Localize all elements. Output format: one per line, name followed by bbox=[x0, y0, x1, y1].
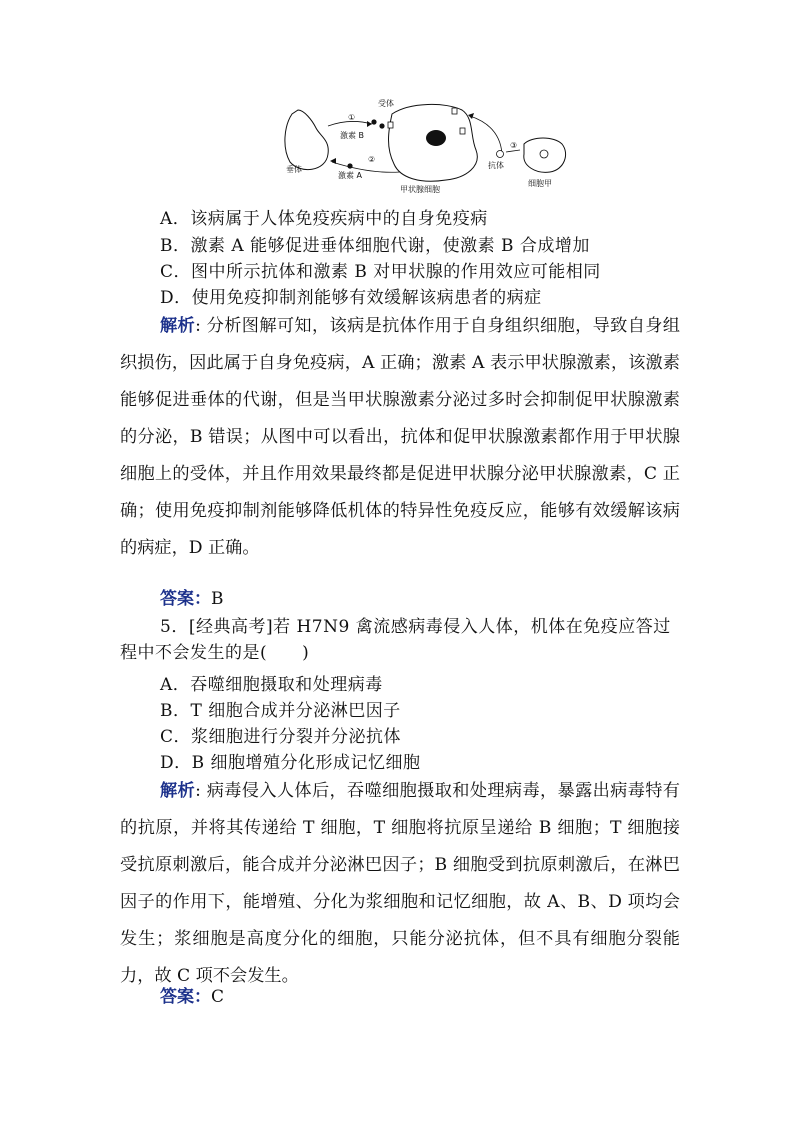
q5-analysis-label: 解析 bbox=[160, 781, 196, 801]
antibody-shape bbox=[497, 151, 504, 158]
label-antibody: 抗体 bbox=[488, 161, 504, 170]
q4-option-b: B．激素 A 能够促进垂体细胞代谢，使激素 B 合成增加 bbox=[160, 236, 590, 256]
q5-analysis bbox=[120, 773, 680, 995]
label-cell-jia: 细胞甲 bbox=[528, 179, 552, 188]
q5-analysis-text: : 病毒侵入人体后，吞噬细胞摄取和处理病毒，暴露出病毒特有的抗原，并将其传递给 T 细胞，T 细胞将抗原呈递给 B 细胞；T 细胞接受抗原刺激后，能合成并分泌淋巴因子；B 细胞受到抗原刺激后，在淋巴因子的作用下，能增殖、分化为浆细胞和记忆细胞，故 A、B、D 项均会发生；浆细胞是高度分化的细胞，只能分泌抗体，但不具有细胞分裂能力，故 C 项不会发生。 bbox=[120, 781, 680, 986]
q4-analysis-text: : 分析图解可知，该病是抗体作用于自身组织细胞，导致自身组织损伤，因此属于自身免疫病，A 正确；激素 A 表示甲状腺激素，该激素能够促进垂体的代谢，但是当甲状腺激素分泌过多时会抑制促甲状腺激素的分泌，B 错误；从图中可以看出，抗体和促甲状腺激素都作用于甲状腺细胞上的受体，并且作用效果最终都是促进甲状腺分泌甲状腺激素，C 正确；使用免疫抑制剂能够降低机体的特异性免疫反应，能够有效缓解该病的病症，D 正确。 bbox=[120, 316, 680, 558]
thyroid-immune-diagram bbox=[270, 96, 580, 196]
label-receptor: 受体 bbox=[378, 99, 394, 108]
diagram-svg bbox=[270, 96, 580, 196]
pituitary-shape bbox=[285, 110, 328, 170]
q5-option-a: A．吞噬细胞摄取和处理病毒 bbox=[160, 675, 383, 695]
q5-option-b: B．T 细胞合成并分泌淋巴因子 bbox=[160, 701, 401, 721]
q5-option-c: C．浆细胞进行分裂并分泌抗体 bbox=[160, 727, 402, 747]
label-step2: ② bbox=[368, 155, 376, 164]
q4-analysis-label: 解析 bbox=[160, 316, 196, 336]
arrow-cell-jia bbox=[506, 150, 520, 152]
label-step3: ③ bbox=[510, 141, 518, 150]
label-thyroid-cell: 甲状腺细胞 bbox=[400, 185, 440, 194]
q4-option-a: A．该病属于人体免疫疾病中的自身免疫病 bbox=[160, 209, 488, 229]
arrowhead-1 bbox=[367, 121, 372, 127]
q5-option-d: D．B 细胞增殖分化形成记忆细胞 bbox=[160, 753, 421, 773]
q4-answer-value: B bbox=[211, 589, 224, 609]
q4-answer bbox=[160, 584, 224, 609]
receptor-top bbox=[452, 108, 457, 114]
hormone-a-dot bbox=[347, 163, 352, 168]
q5-stem: 5．[经典高考]若 H7N9 禽流感病毒侵入人体，机体在免疫应答过程中不会发生的是( ) bbox=[120, 617, 671, 663]
arrow-antibody bbox=[470, 116, 502, 154]
q4-option-d: D．使用免疫抑制剂能够有效缓解该病患者的病症 bbox=[160, 288, 542, 308]
receptor-left bbox=[388, 122, 393, 128]
label-hormone-b: 激素 B bbox=[340, 131, 365, 140]
q4-answer-label: 答案： bbox=[160, 589, 211, 609]
label-step1: ① bbox=[348, 113, 356, 122]
hormone-b-dot bbox=[379, 123, 384, 128]
q4-option-c: C．图中所示抗体和激素 B 对甲状腺的作用效应可能相同 bbox=[160, 262, 601, 282]
label-hormone-a: 激素 A bbox=[338, 171, 363, 180]
cell-jia-nucleus bbox=[540, 150, 548, 158]
receptor-right bbox=[460, 128, 465, 134]
q4-analysis bbox=[120, 308, 680, 567]
hormone-b-dot bbox=[371, 119, 376, 124]
q5-answer-value: C bbox=[211, 987, 225, 1007]
label-pituitary: 垂体 bbox=[286, 165, 302, 174]
arrow-hormone-b bbox=[328, 121, 372, 126]
arrowhead-2 bbox=[330, 158, 336, 164]
nucleus bbox=[426, 130, 446, 146]
q5-answer bbox=[160, 982, 224, 1007]
q5-answer-label: 答案： bbox=[160, 987, 211, 1007]
